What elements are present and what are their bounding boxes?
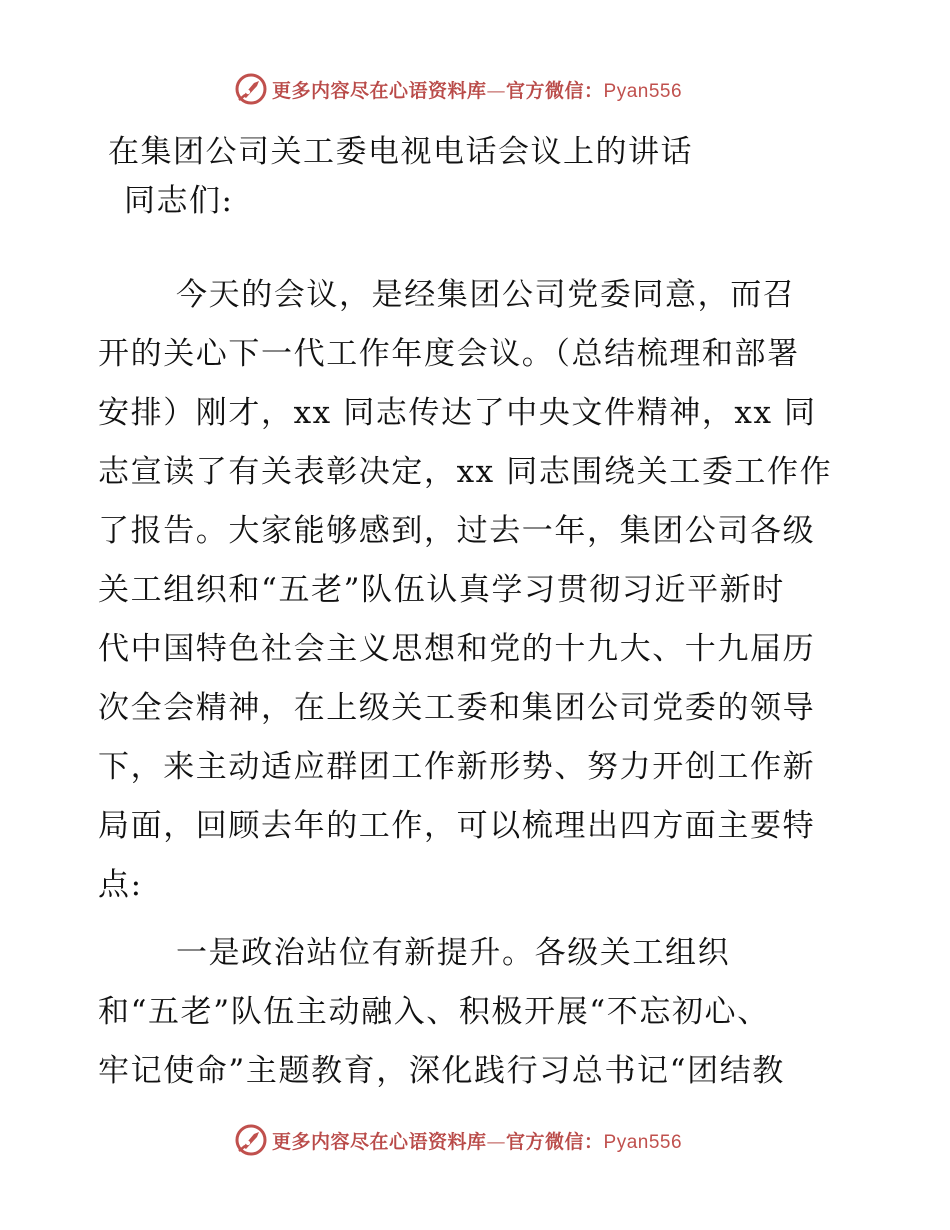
paragraph-line: 开的关心下一代工作年度会议。（总结梳理和部署 xyxy=(98,336,800,372)
paragraph-line: 了报告。大家能够感到，过去一年，集团公司各级 xyxy=(98,513,816,549)
paragraph-line: 代中国特色社会主义思想和党的十九大、十九届历 xyxy=(98,631,816,667)
paragraph-line: 和“五老”队伍主动融入、积极开展“不忘初心、 xyxy=(98,994,770,1030)
paragraph-line: 关工组织和“五老”队伍认真学习贯彻习近平新时 xyxy=(98,572,785,608)
pen-nib-logo-icon xyxy=(234,72,268,106)
pen-nib-logo-icon xyxy=(234,1123,268,1157)
watermark-brand: 更多内容尽在心语资料库 xyxy=(272,79,487,102)
watermark-text xyxy=(272,76,682,103)
paragraph-line: 今天的会议，是经集团公司党委同意，而召 xyxy=(176,277,796,313)
greeting: 同志们: xyxy=(124,183,234,219)
watermark-separator: — xyxy=(486,79,507,102)
paragraph-line: 下，来主动适应群团工作新形势、努力开创工作新 xyxy=(98,749,816,785)
watermark-brand: 更多内容尽在心语资料库 xyxy=(272,1130,487,1153)
watermark-account: Pyan556 xyxy=(603,80,683,102)
watermark-banner-bottom xyxy=(234,1123,714,1157)
paragraph-line: 点: xyxy=(98,867,143,903)
watermark-label: 官方微信： xyxy=(506,79,604,102)
watermark-banner-top xyxy=(234,72,714,106)
paragraph-line: 牢记使命”主题教育，深化践行习总书记“团结教 xyxy=(98,1053,785,1089)
paragraph-line: 一是政治站位有新提升。各级关工组织 xyxy=(176,935,731,971)
watermark-label: 官方微信： xyxy=(506,1130,604,1153)
paragraph-1 xyxy=(98,266,858,915)
watermark-separator: — xyxy=(486,1130,507,1153)
paragraph-line: 次全会精神，在上级关工委和集团公司党委的领导 xyxy=(98,690,816,726)
watermark-account: Pyan556 xyxy=(603,1131,683,1153)
paragraph-2 xyxy=(98,924,858,1101)
watermark-text xyxy=(272,1127,682,1154)
paragraph-line: 志宣读了有关表彰决定，xx 同志围绕关工委工作作 xyxy=(98,454,833,490)
document-title: 在集团公司关工委电视电话会议上的讲话 xyxy=(108,134,693,170)
paragraph-line: 局面，回顾去年的工作，可以梳理出四方面主要特 xyxy=(98,808,816,844)
paragraph-line: 安排）刚才，xx 同志传达了中央文件精神，xx 同 xyxy=(98,395,817,431)
